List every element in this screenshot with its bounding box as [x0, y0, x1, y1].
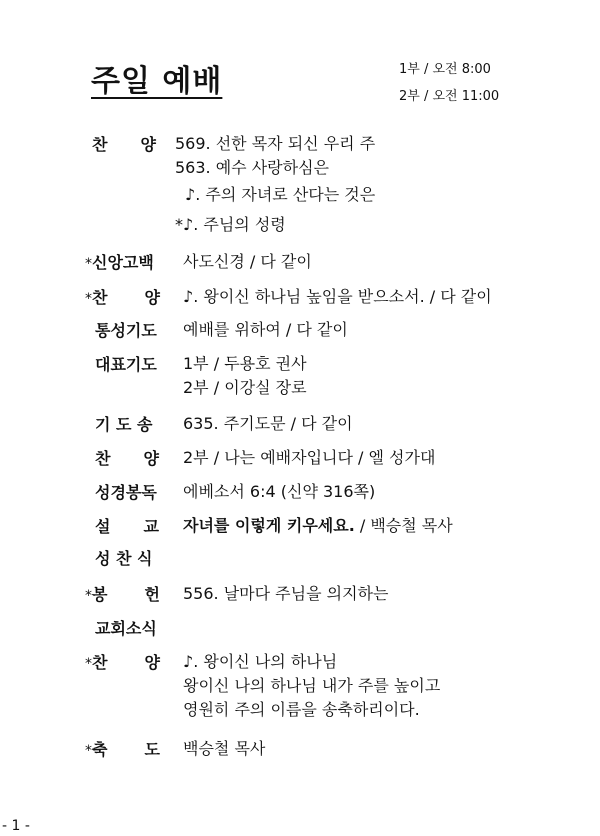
- row-label: 설 교: [95, 517, 159, 536]
- row-line: 635. 주기도문 / 다 같이: [183, 414, 353, 433]
- row-label: 신앙고백: [92, 253, 154, 272]
- star-mark: *: [85, 743, 92, 759]
- row-line: ♪. 왕이신 나의 하나님: [183, 652, 338, 671]
- row-line: ♪. 왕이신 하나님 높임을 받으소서. / 다 같이: [183, 287, 492, 306]
- row-label: 봉 헌: [92, 585, 160, 604]
- row-line: 사도신경 / 다 같이: [183, 252, 312, 271]
- row-line: 563. 예수 사랑하심은: [175, 158, 329, 177]
- sermon-preacher: / 백승철 목사: [354, 516, 453, 535]
- service-time-1: 1부 / 오전 8:00: [399, 62, 491, 77]
- row-label: 통성기도: [95, 321, 157, 340]
- row-line: 569. 선한 목자 되신 우리 주: [175, 134, 376, 153]
- service-times: [399, 56, 499, 110]
- row-label: 축 도: [92, 740, 160, 759]
- row-line: *♪. 주님의 성령: [175, 215, 286, 234]
- row-line: 왕이신 나의 하나님 내가 주를 높이고: [183, 676, 441, 695]
- page-number: - 1 -: [2, 818, 30, 834]
- service-time-2: 2부 / 오전 11:00: [399, 89, 500, 104]
- row-line: 영원히 주의 이름을 송축하리이다.: [183, 700, 420, 719]
- row-line: 예배를 위하여 / 다 같이: [183, 320, 348, 339]
- sermon-title: 자녀를 이렇게 키우세요.: [183, 516, 355, 535]
- row-line: 백승철 목사: [183, 739, 266, 758]
- row-label: 기 도 송: [95, 415, 153, 434]
- row-line: 556. 날마다 주님을 의지하는: [183, 584, 389, 603]
- star-mark: *: [85, 656, 92, 672]
- star-mark: *: [85, 256, 92, 272]
- row-label: 대표기도: [95, 355, 157, 374]
- row-line: 1부 / 두용호 권사: [183, 354, 307, 373]
- star-mark: *: [85, 588, 92, 604]
- row-line: ♪. 주의 자녀로 산다는 것은: [185, 185, 376, 204]
- row-label: 성경봉독: [95, 483, 157, 502]
- row-label: 찬 양: [92, 288, 160, 307]
- row-label: 교회소식: [95, 619, 157, 638]
- row-line: 2부 / 나는 예배자입니다 / 엘 성가대: [183, 448, 436, 467]
- row-line: 에베소서 6:4 (신약 316쪽): [183, 482, 376, 501]
- row-line: 2부 / 이강실 장로: [183, 378, 307, 397]
- row-label: 성 찬 식: [95, 549, 153, 568]
- row-label: 찬 양: [92, 135, 156, 154]
- row-label: 찬 양: [95, 449, 159, 468]
- page-title: 주일 예배: [91, 64, 223, 99]
- star-mark: *: [85, 291, 92, 307]
- row-label: 찬 양: [92, 653, 160, 672]
